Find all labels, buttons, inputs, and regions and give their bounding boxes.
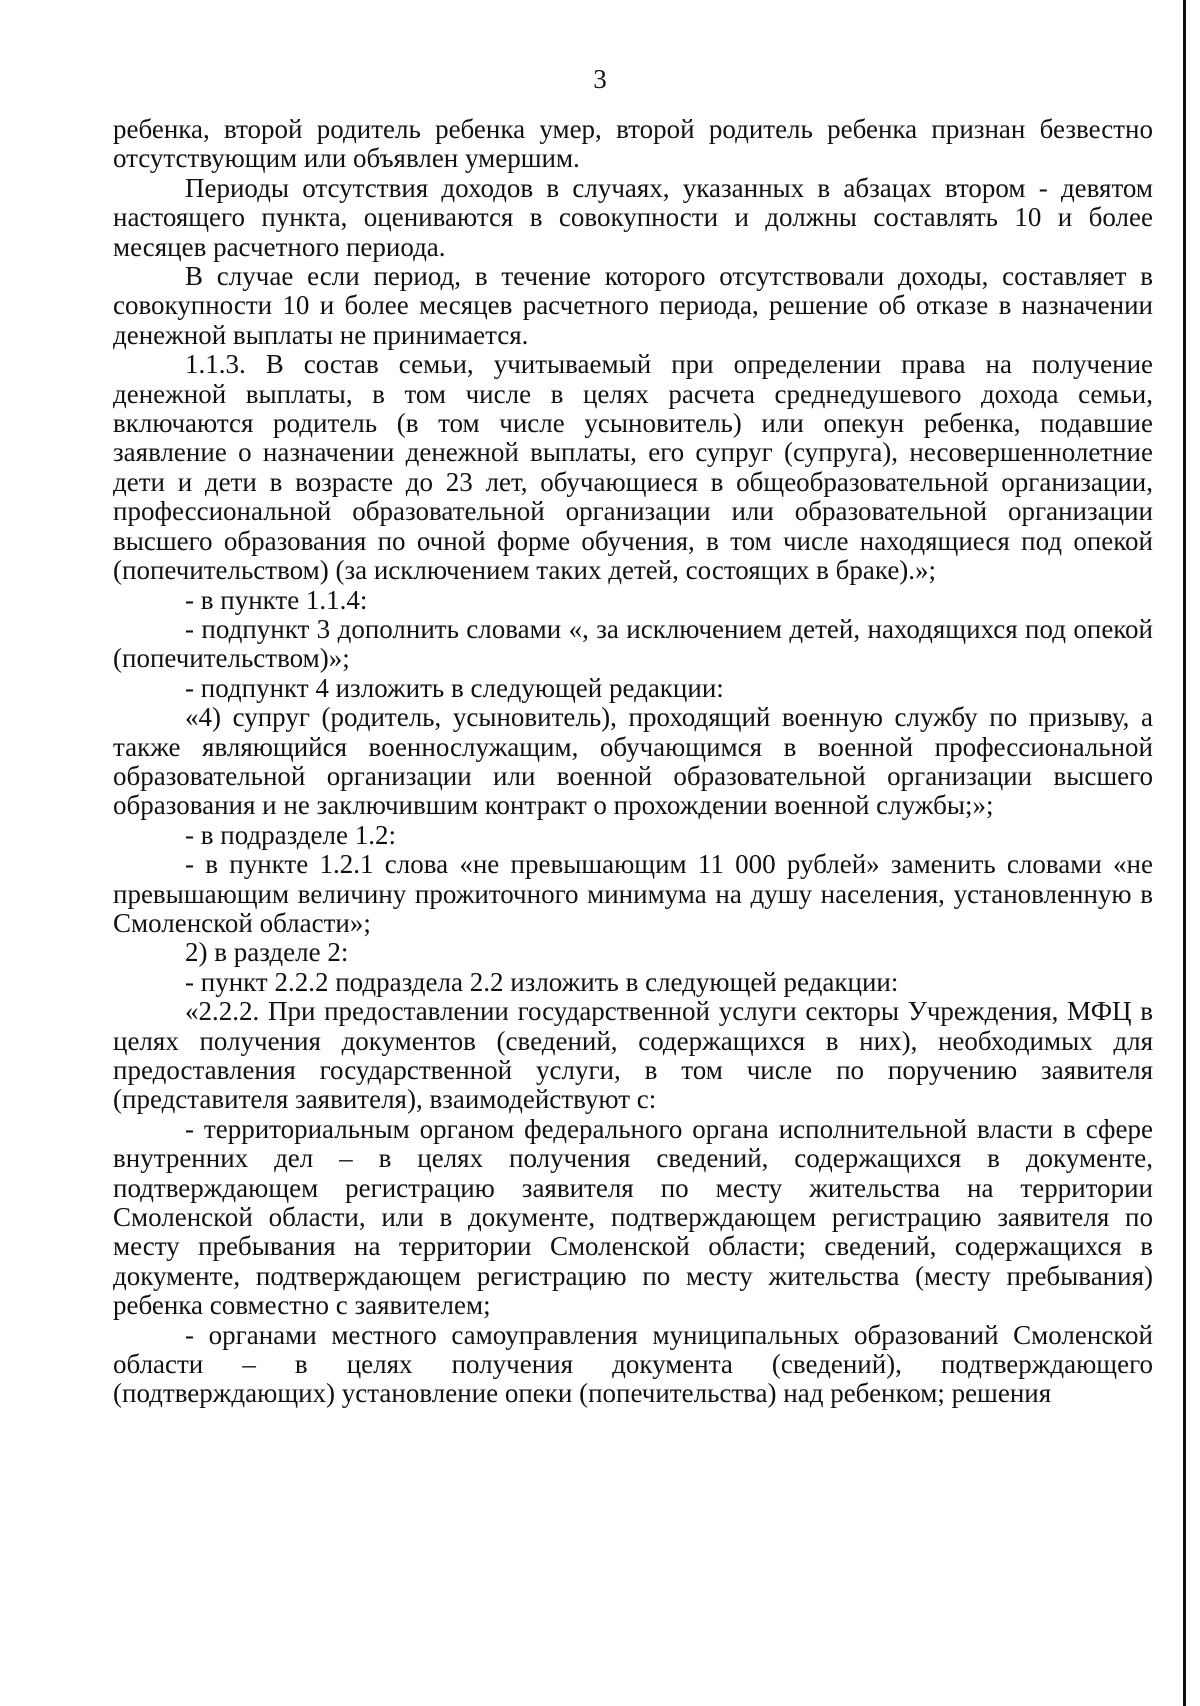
paragraph: ребенка, второй родитель ребенка умер, второй родитель ребенка признан безвестно отсутствующим или объявлен умершим. bbox=[113, 114, 1153, 174]
page-number: 3 bbox=[593, 64, 607, 94]
paragraph: - в пункте 1.1.4: bbox=[185, 584, 368, 615]
page-edge-border bbox=[1183, 0, 1186, 1706]
paragraph: «2.2.2. При предоставлении государственной услуги секторы Учреждения, МФЦ в целях получения документов (сведений, содержащихся в них), необходимых для предоставления государственной услуги, в том числе по поручению заявителя (представителя заявителя), взаимодействуют с: bbox=[113, 996, 1153, 1115]
paragraph: - территориальным органом федерального органа исполнительной власти в сфере внутренних дел – в целях получения сведений, содержащихся в документе, подтверждающем регистрацию заявителя по месту жительства на территории Смоленской области, или в документе, подтверждающем регистрацию заявителя по месту пребывания на территории Смоленской области; сведений, содержащихся в документе, подтверждающем регистрацию по месту жительства (месту пребывания) ребенка совместно с заявителем; bbox=[113, 1113, 1153, 1321]
paragraph: 1.1.3. В состав семьи, учитываемый при определении права на получение денежной выплаты, в том числе в целях расчета среднедушевого дохода семьи, включаются родитель (в том числе усыновитель) или опекун ребенка, подавшие заявление о назначении денежной выплаты, его супруг (супруга), несовершеннолетние дети и дети в возрасте до 23 лет, обучающиеся в общеобразовательной организации, профессиональной образовательной организации или образовательной организации высшего образования по очной форме обучения, в том числе находящиеся под опекой (попечительством) (за исключением таких детей, состоящих в браке).»; bbox=[113, 349, 1153, 586]
paragraph: «4) супруг (родитель, усыновитель), проходящий военную службу по призыву, а также являющийся военнослужащим, обучающимся в военной профессиональной образовательной организации или военной образовательной организации высшего образования и не заключившим контракт о прохождении военной службы;»; bbox=[113, 702, 1153, 821]
paragraph: - подпункт 4 изложить в следующей редакции: bbox=[185, 672, 724, 703]
paragraph: - пункт 2.2.2 подраздела 2.2 изложить в следующей редакции: bbox=[185, 966, 899, 997]
paragraph: - в подразделе 1.2: bbox=[185, 819, 396, 850]
paragraph: - подпункт 3 дополнить словами «, за исключением детей, находящихся под опекой (попечительством)»; bbox=[113, 613, 1153, 674]
paragraph: - органами местного самоуправления муниципальных образований Смоленской области – в целях получения документа (сведений), подтверждающего (подтверждающих) установление опеки (попечительства) над ребенком; решения bbox=[113, 1319, 1153, 1409]
document-body bbox=[113, 115, 1153, 1409]
paragraph: В случае если период, в течение которого отсутствовали доходы, составляет в совокупности 10 и более месяцев расчетного периода, решение об отказе в назначении денежной выплаты не принимается. bbox=[113, 261, 1153, 350]
paragraph: 2) в разделе 2: bbox=[185, 937, 349, 968]
paragraph: - в пункте 1.2.1 слова «не превышающим 11 000 рублей» заменить словами «не превышающим величину прожиточного минимума на душу населения, установленную в Смоленской области»; bbox=[113, 849, 1153, 938]
paragraph: Периоды отсутствия доходов в случаях, указанных в абзацах втором - девятом настоящего пункта, оцениваются в совокупности и должны составлять 10 и более месяцев расчетного периода. bbox=[113, 172, 1153, 262]
